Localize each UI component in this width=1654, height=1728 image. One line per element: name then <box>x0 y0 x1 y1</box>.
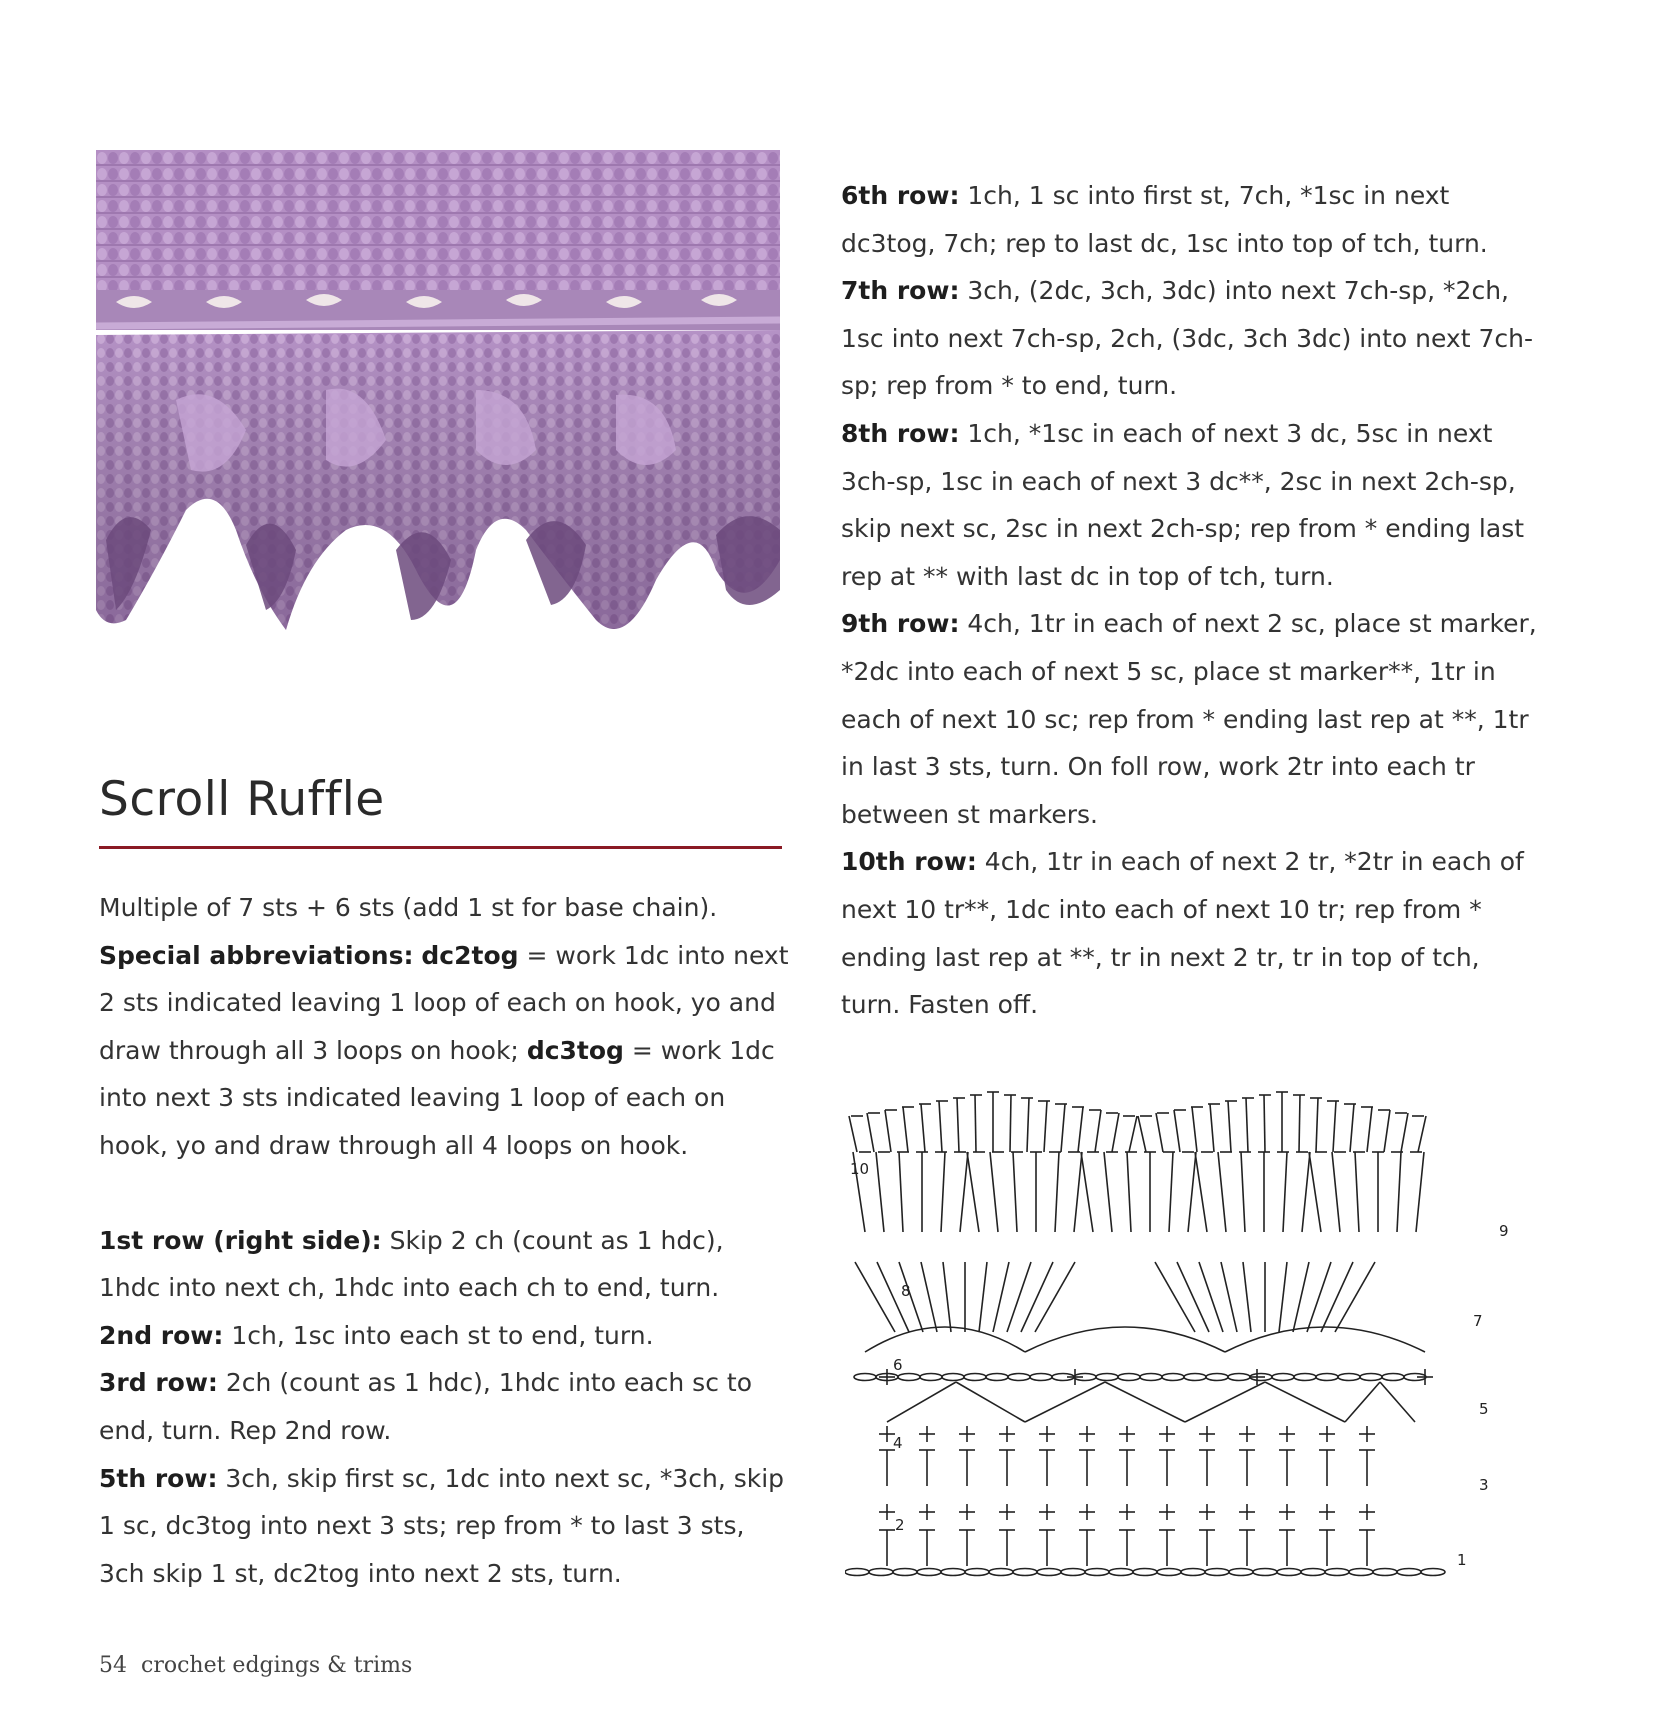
tr-symbol <box>1129 1116 1137 1152</box>
dc-symbol <box>1007 1262 1031 1332</box>
dc-symbol <box>1279 1262 1287 1332</box>
tr-symbol <box>990 1152 998 1232</box>
chain-symbol <box>1338 1374 1360 1381</box>
row-number-3: 3 <box>1479 1476 1489 1494</box>
tr-symbol <box>1241 1152 1245 1232</box>
row-text: 3ch, skip first sc, 1dc into next sc, *3ch, skip 1 sc, dc3tog into next 3 sts; rep from * to last 3 sts, 3ch skip 1 st, dc2tog into next 2 sts, turn. <box>99 1463 785 1588</box>
row-text: Skip 2 ch (count as 1 hdc), 1hdc into next ch, 1hdc into each ch to end, turn. <box>99 1225 724 1303</box>
tr-symbol <box>1418 1116 1426 1152</box>
dc-symbol <box>1155 1262 1195 1332</box>
row-number-1: 1 <box>1457 1551 1467 1569</box>
chain-symbol <box>1301 1569 1325 1576</box>
chain-symbol <box>869 1569 893 1576</box>
dc-symbol <box>1199 1262 1223 1332</box>
tr-symbol <box>1246 1098 1248 1152</box>
dc3tog-symbol <box>1345 1382 1380 1422</box>
row-instruction <box>841 267 1541 410</box>
dc-symbol <box>1177 1262 1209 1332</box>
chain-symbol <box>1037 1569 1061 1576</box>
row-text: 1ch, 1 sc into first st, 7ch, *1sc in next dc3tog, 7ch; rep to last dc, 1sc into top of tch, turn. <box>841 181 1488 258</box>
row-instruction <box>99 1455 789 1598</box>
chain-symbol <box>1382 1374 1404 1381</box>
tr-symbol <box>903 1107 908 1152</box>
chain-symbol <box>989 1569 1013 1576</box>
tr-symbol <box>1367 1107 1372 1152</box>
tr-symbol <box>1081 1152 1093 1232</box>
tr-symbol <box>1397 1152 1401 1232</box>
chain-symbol <box>1360 1374 1382 1381</box>
dc3tog-symbol <box>1265 1382 1345 1422</box>
chain-symbol <box>942 1374 964 1381</box>
tr-symbol <box>1061 1104 1065 1152</box>
row-label: 8th row: <box>841 418 960 448</box>
row-instruction <box>841 838 1541 1028</box>
chain-symbol <box>965 1569 989 1576</box>
row-text: 4ch, 1tr in each of next 2 sc, place st marker, *2dc into each of next 5 sc, place st marker**, 1tr in each of next 10 sc; rep from * ending last rep at **, 1tr in last 3 sts, turn. On foll row, work 2tr into each tr between st markers. <box>841 609 1537 829</box>
tr-symbol <box>975 1095 976 1152</box>
chain-arch <box>1225 1327 1425 1352</box>
tr-symbol <box>1350 1104 1354 1152</box>
tr-symbol <box>1283 1152 1287 1232</box>
chain-arch <box>865 1327 1025 1352</box>
row-number-8: 8 <box>901 1282 911 1300</box>
tr-symbol <box>1138 1116 1146 1152</box>
tr-symbol <box>1384 1110 1390 1152</box>
tr-symbol <box>1299 1095 1300 1152</box>
tr-symbol <box>967 1152 979 1232</box>
chain-symbol <box>1205 1569 1229 1576</box>
chain-symbol <box>893 1569 917 1576</box>
tr-symbol <box>1055 1152 1059 1232</box>
row-label: 3rd row: <box>99 1368 218 1398</box>
dc-symbol <box>943 1262 951 1332</box>
tr-symbol <box>885 1110 891 1152</box>
chain-symbol <box>1316 1374 1338 1381</box>
chain-symbol <box>1229 1569 1253 1576</box>
tr-symbol <box>939 1101 942 1152</box>
tr-symbol <box>1302 1152 1310 1232</box>
tr-symbol <box>1010 1095 1011 1152</box>
tr-symbol <box>899 1152 903 1232</box>
book-title: crochet edgings & trims <box>141 1653 413 1678</box>
chain-symbol <box>845 1569 869 1576</box>
chain-symbol <box>1206 1374 1228 1381</box>
dc3tog-text: = work 1dc into next 3 sts indicated leaving 1 loop of each on hook, yo and draw through all 4 loops on hook. <box>99 1035 775 1160</box>
dc3tog-symbol <box>956 1382 1025 1422</box>
row-instruction <box>99 1312 789 1360</box>
dc3tog-label: dc3tog <box>526 1035 624 1065</box>
special-abbreviations <box>99 932 789 1170</box>
dc-symbol <box>1221 1262 1237 1332</box>
tr-symbol <box>1104 1152 1112 1232</box>
tr-symbol <box>1044 1101 1047 1152</box>
chain-symbol <box>1085 1569 1109 1576</box>
tr-symbol <box>849 1116 857 1152</box>
chain-symbol <box>1184 1374 1206 1381</box>
tr-symbol <box>941 1152 945 1232</box>
tr-symbol <box>1333 1101 1336 1152</box>
row-instruction <box>841 600 1541 838</box>
dc3tog-symbol <box>1025 1382 1105 1422</box>
dc3tog-symbol <box>1380 1382 1415 1422</box>
chain-symbol <box>1349 1569 1373 1576</box>
chain-symbol <box>1109 1569 1133 1576</box>
chain-symbol <box>920 1374 942 1381</box>
row-label: 1st row (right side): <box>99 1225 382 1255</box>
chain-symbol <box>1013 1569 1037 1576</box>
row-instruction <box>99 1217 789 1312</box>
crochet-chart <box>845 1082 1535 1602</box>
chain-symbol <box>1294 1374 1316 1381</box>
tr-symbol <box>1316 1098 1318 1152</box>
row-number-4: 4 <box>893 1434 903 1452</box>
chain-symbol <box>1030 1374 1052 1381</box>
chain-symbol <box>1118 1374 1140 1381</box>
tr-symbol <box>960 1152 968 1232</box>
dc-symbol <box>1307 1262 1331 1332</box>
title-rule <box>99 846 782 849</box>
pattern-right-column <box>841 172 1541 1029</box>
chain-symbol <box>986 1374 1008 1381</box>
dc-symbol <box>979 1262 987 1332</box>
tr-symbol <box>1127 1152 1131 1232</box>
dc-symbol <box>921 1262 937 1332</box>
chain-symbol <box>964 1374 986 1381</box>
special-label: Special abbreviations: <box>99 940 414 970</box>
tr-symbol <box>1169 1152 1173 1232</box>
row-instruction <box>841 172 1541 267</box>
page-title: Scroll Ruffle <box>99 772 385 827</box>
tr-symbol <box>1195 1152 1207 1232</box>
chain-symbol <box>1272 1374 1294 1381</box>
dc-symbol <box>1293 1262 1309 1332</box>
chain-symbol <box>1421 1569 1445 1576</box>
chain-symbol <box>1096 1374 1118 1381</box>
chain-symbol <box>917 1569 941 1576</box>
row-number-9: 9 <box>1499 1222 1509 1240</box>
row-label: 2nd row: <box>99 1320 224 1350</box>
chain-symbol <box>854 1374 876 1381</box>
row-text: 1ch, *1sc in each of next 3 dc, 5sc in next 3ch-sp, 1sc in each of next 3 dc**, 2sc in next 2ch-sp, skip next sc, 2sc in next 2ch-sp; rep from * ending last rep at ** with last dc in top of tch, turn. <box>841 418 1525 591</box>
chain-symbol <box>1157 1569 1181 1576</box>
dc-symbol <box>1321 1262 1353 1332</box>
tr-symbol <box>1156 1113 1163 1152</box>
tr-symbol <box>1013 1152 1017 1232</box>
tr-symbol <box>867 1113 874 1152</box>
chain-symbol <box>1061 1569 1085 1576</box>
row-label: 6th row: <box>841 181 960 210</box>
tr-symbol <box>1192 1107 1197 1152</box>
tr-symbol <box>876 1152 884 1232</box>
chain-symbol <box>898 1374 920 1381</box>
dc2tog-label: dc2tog <box>421 940 519 970</box>
dc-symbol <box>1021 1262 1053 1332</box>
dc-symbol <box>993 1262 1009 1332</box>
row-label: 5th row: <box>99 1463 218 1493</box>
row-label: 9th row: <box>841 609 960 639</box>
dc3tog-symbol <box>887 1382 956 1422</box>
tr-symbol <box>1188 1152 1196 1232</box>
dc3tog-symbol <box>1105 1382 1185 1422</box>
tr-symbol <box>1416 1152 1424 1232</box>
chain-symbol <box>1228 1374 1250 1381</box>
chain-symbol <box>1373 1569 1397 1576</box>
dc-symbol <box>1335 1262 1375 1332</box>
tr-symbol <box>1074 1152 1082 1232</box>
chain-symbol <box>1162 1374 1184 1381</box>
ruffle-photo <box>96 150 780 650</box>
tr-symbol <box>1027 1098 1029 1152</box>
chain-symbol <box>941 1569 965 1576</box>
stitch-multiple: Multiple of 7 sts + 6 sts (add 1 st for base chain). <box>99 893 718 922</box>
pattern-left-column <box>99 884 789 1597</box>
chain-symbol <box>1325 1569 1349 1576</box>
row-number-2: 2 <box>895 1516 905 1534</box>
chain-symbol <box>1133 1569 1157 1576</box>
row-text: 4ch, 1tr in each of next 2 tr, *2tr in each of next 10 tr**, 1dc into each of next 10 tr; rep from * ending last rep at **, tr in next 2 tr, tr in top of tch, turn. Fasten off. <box>841 847 1524 1020</box>
row-label: 7th row: <box>841 276 960 306</box>
dc-symbol <box>1035 1262 1075 1332</box>
tr-symbol <box>1218 1152 1226 1232</box>
row-instruction <box>99 1359 789 1454</box>
chain-symbol <box>1253 1569 1277 1576</box>
chain-symbol <box>1181 1569 1205 1576</box>
tr-symbol <box>1112 1113 1119 1152</box>
row-number-10: 10 <box>850 1160 870 1178</box>
tr-symbol <box>1095 1110 1101 1152</box>
chain-symbol <box>1140 1374 1162 1381</box>
tr-symbol <box>1264 1095 1265 1152</box>
page-footer <box>99 1653 412 1678</box>
chain-symbol <box>1397 1569 1421 1576</box>
tr-symbol <box>957 1098 959 1152</box>
tr-symbol <box>1309 1152 1321 1232</box>
row-text: 1ch, 1sc into each st to end, turn. <box>231 1320 654 1350</box>
row-label: 10th row: <box>841 847 977 877</box>
tr-symbol <box>1174 1110 1180 1152</box>
chain-symbol <box>1277 1569 1301 1576</box>
tr-symbol <box>1228 1101 1231 1152</box>
dc-symbol <box>855 1262 895 1332</box>
dc2tog-text: = work 1dc into next 2 sts indicated leaving 1 loop of each on hook, yo and draw through all 3 loops on hook; <box>99 940 789 1065</box>
tr-symbol <box>1210 1104 1214 1152</box>
row-text: 2ch (count as 1 hdc), 1hdc into each sc to end, turn. Rep 2nd row. <box>99 1368 752 1445</box>
tr-symbol <box>1078 1107 1083 1152</box>
chain-symbol <box>1008 1374 1030 1381</box>
dc-symbol <box>1243 1262 1251 1332</box>
tr-symbol <box>1401 1113 1408 1152</box>
row-number-7: 7 <box>1473 1312 1483 1330</box>
dc3tog-symbol <box>1185 1382 1265 1422</box>
page-number: 54 <box>99 1653 127 1678</box>
row-number-5: 5 <box>1479 1400 1489 1418</box>
tr-symbol <box>1332 1152 1340 1232</box>
row-text: 3ch, (2dc, 3ch, 3dc) into next 7ch-sp, *2ch, 1sc into next 7ch-sp, 2ch, (3dc, 3ch 3dc) into next 7ch-sp; rep from * to end, turn. <box>841 276 1533 401</box>
tr-symbol <box>921 1104 925 1152</box>
row-instruction <box>841 410 1541 600</box>
row-number-6: 6 <box>893 1356 903 1374</box>
tr-symbol <box>1355 1152 1359 1232</box>
